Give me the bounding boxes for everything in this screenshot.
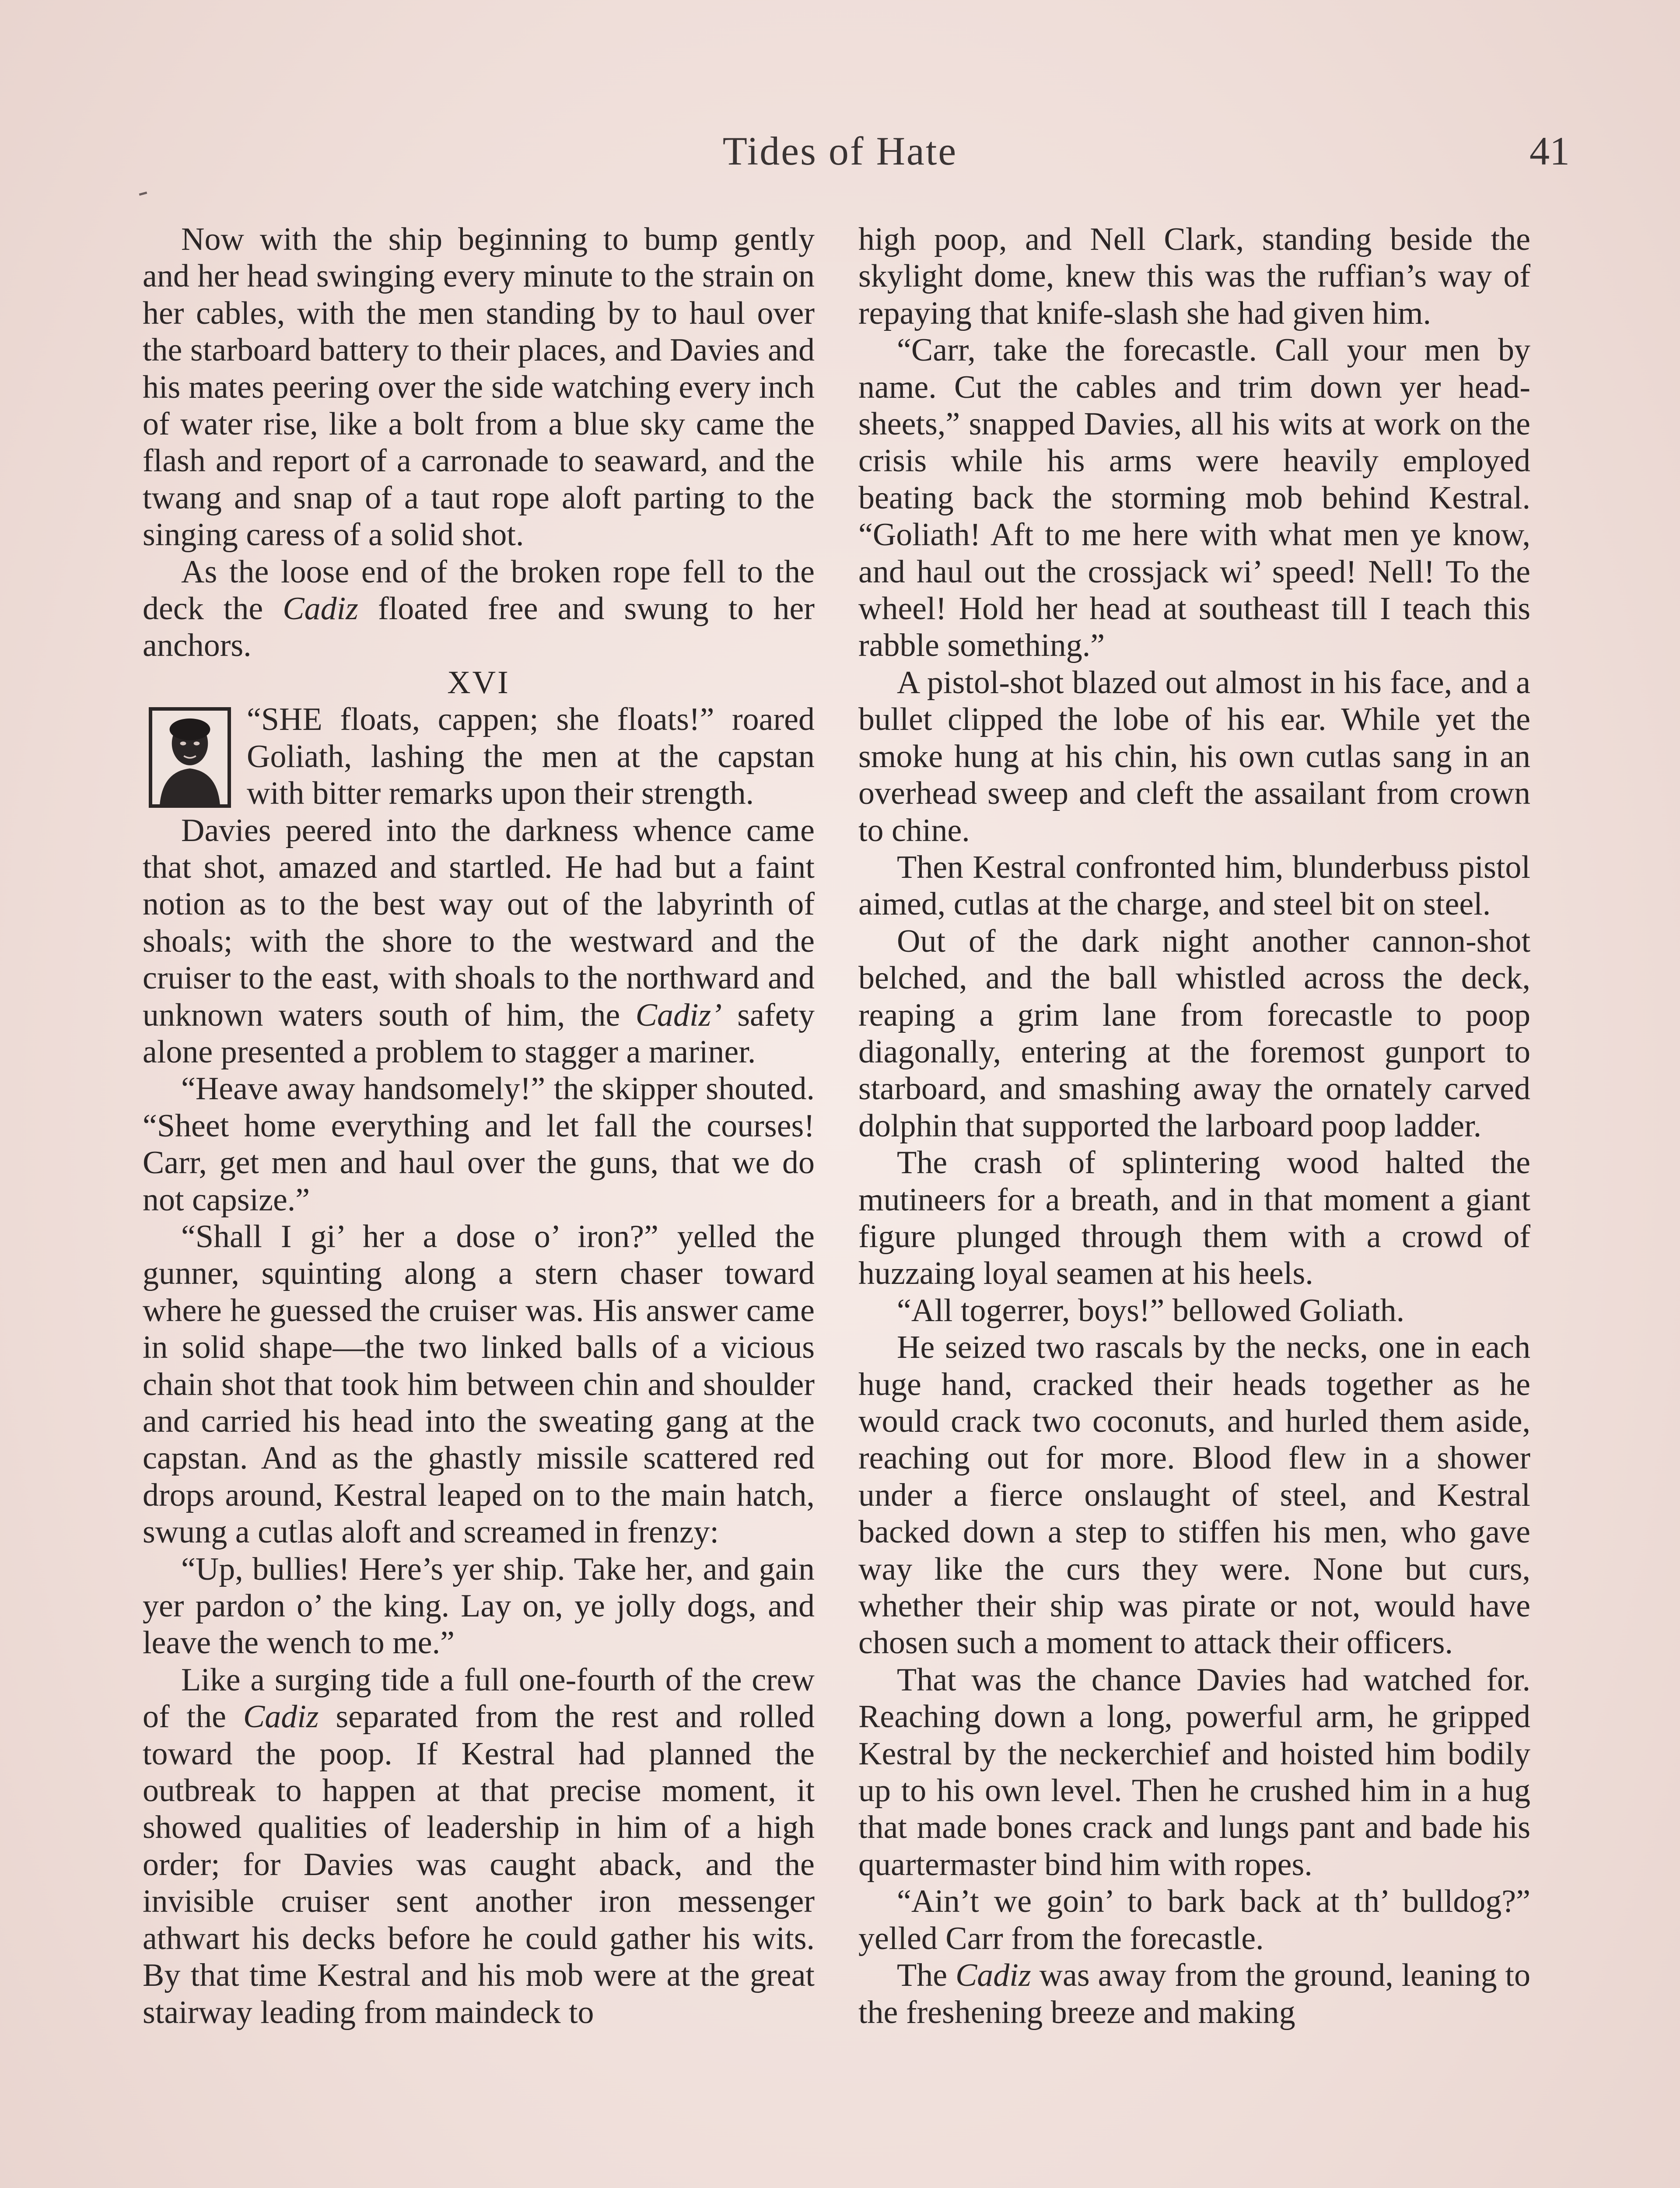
- chapter-heading: XVI: [447, 664, 510, 701]
- dropcap-paragraph: [143, 701, 815, 812]
- paragraph: “Up, bullies! Here’s yer ship. Take her, and gain yer pardon o’ the king. Lay on, ye jolly dogs, and leave the wench to me.”: [143, 1551, 815, 1661]
- paragraph: Then Kestral confronted him, blunderbuss pistol aimed, cutlas at the charge, and steel bit on steel.: [858, 849, 1530, 922]
- paragraph: The crash of splintering wood halted the mutineers for a breath, and in that moment a giant figure plunged through them with a crowd of huzzaing loyal seamen at his heels.: [858, 1145, 1530, 1292]
- paragraph: A pistol-shot blazed out almost in his face, and a bullet clipped the lobe of his ear. While yet the smoke hung at his chin, his own cutlas sang in an overhead sweep and cleft the assailant from crown to chine.: [858, 664, 1530, 849]
- left-column: [143, 221, 815, 2031]
- margin-mark: [139, 192, 147, 196]
- paragraph: Davies peered into the darkness whence came that shot, amazed and startled. He had but a faint notion as to the best way out of the labyrinth of shoals; with the shore to the westward and the cruiser to the east, with shoals to the northward and unknown waters south of him, the Cadiz’ safety alone presented a problem to stagger a mariner.: [143, 812, 815, 1070]
- paragraph: As the loose end of the broken rope fell to the deck the Cadiz floated free and swung to her anchors.: [143, 554, 815, 664]
- paragraph: The Cadiz was away from the ground, leaning to the freshening breeze and making: [858, 1957, 1530, 2030]
- paragraph: “Heave away handsomely!” the skipper shouted. “Sheet home everything and let fall the courses! Carr, get men and haul over the guns, that we do not capsize.”: [143, 1071, 815, 1218]
- paragraph: “Shall I gi’ her a dose o’ iron?” yelled the gunner, squinting along a stern chaser toward where he guessed the cruiser was. His answer came in solid shape—the two linked balls of a vicious chain shot that took him between chin and shoulder and carried his head into the sweating gang at the capstan. And as the ghastly missile scattered red drops around, Kestral leaped on to the main hatch, swung a cutlas aloft and screamed in frenzy:: [143, 1218, 815, 1550]
- paragraph: “SHE floats, cappen; she floats!” roared Goliath, lashing the men at the capstan with bitter remarks upon their strength.: [247, 701, 815, 812]
- paragraph: Out of the dark night another cannon-shot belched, and the ball whistled across the deck, reaping a grim lane from forecastle to poop diagonally, entering at the foremost gunport to starboard, and smashing away the ornately carved dolphin that supported the larboard poop ladder.: [858, 923, 1530, 1144]
- paragraph: Now with the ship beginning to bump gently and her head swinging every minute to the strain on her cables, with the men standing by to haul over the starboard battery to their places, and Davies and his mates peering over the side watching every inch of water rise, like a bolt from a blue sky came the flash and report of a carronade to seaward, and the twang and snap of a taut rope aloft parting to the singing caress of a solid shot.: [143, 221, 815, 553]
- page-header-title: Tides of Hate: [722, 129, 958, 173]
- paragraph: high poop, and Nell Clark, standing beside the skylight dome, knew this was the ruffian’s way of repaying that knife-slash she had given him.: [858, 221, 1530, 331]
- paragraph: That was the chance Davies had watched for. Reaching down a long, powerful arm, he gripped Kestral by the neckerchief and hoisted him bodily up to his own level. Then he crushed him in a hug that made bones crack and lungs pant and bade his quartermaster bind him with ropes.: [858, 1662, 1530, 1883]
- paragraph: “All togerrer, boys!” bellowed Goliath.: [897, 1292, 1405, 1329]
- portrait-vignette-icon: [149, 707, 231, 808]
- paragraph: “Carr, take the forecastle. Call your men by name. Cut the cables and trim down yer head-sheets,” snapped Davies, all his wits at work on the crisis while his arms were heavily employed beating back the storming mob behind Kestral. “Goliath! Aft to me here with what men ye know, and haul out the crossjack wi’ speed! Nell! To the wheel! Hold her head at southeast till I teach this rabble something.”: [858, 332, 1530, 664]
- paragraph: Like a surging tide a full one-fourth of the crew of the Cadiz separated from the rest and rolled toward the poop. If Kestral had planned the outbreak to happen at that precise moment, it showed qualities of leadership in him of a high order; for Davies was caught aback, and the invisible cruiser sent another iron messenger athwart his decks before he could gather his wits. By that time Kestral and his mob were at the great stairway leading from maindeck to: [143, 1662, 815, 2030]
- page-number: 41: [1530, 129, 1570, 173]
- right-column: [858, 221, 1530, 2031]
- paragraph: “Ain’t we goin’ to bark back at th’ bulldog?” yelled Carr from the forecastle.: [858, 1883, 1530, 1957]
- paragraph: He seized two rascals by the necks, one in each huge hand, cracked their heads together as he would crack two coconuts, and hurled them aside, reaching out for more. Blood flew in a shower under a fierce onslaught of steel, and Kestral backed down a step to stiffen his men, who gave way like the curs they were. None but curs, whether their ship was pirate or not, would have chosen such a moment to attack their officers.: [858, 1329, 1530, 1661]
